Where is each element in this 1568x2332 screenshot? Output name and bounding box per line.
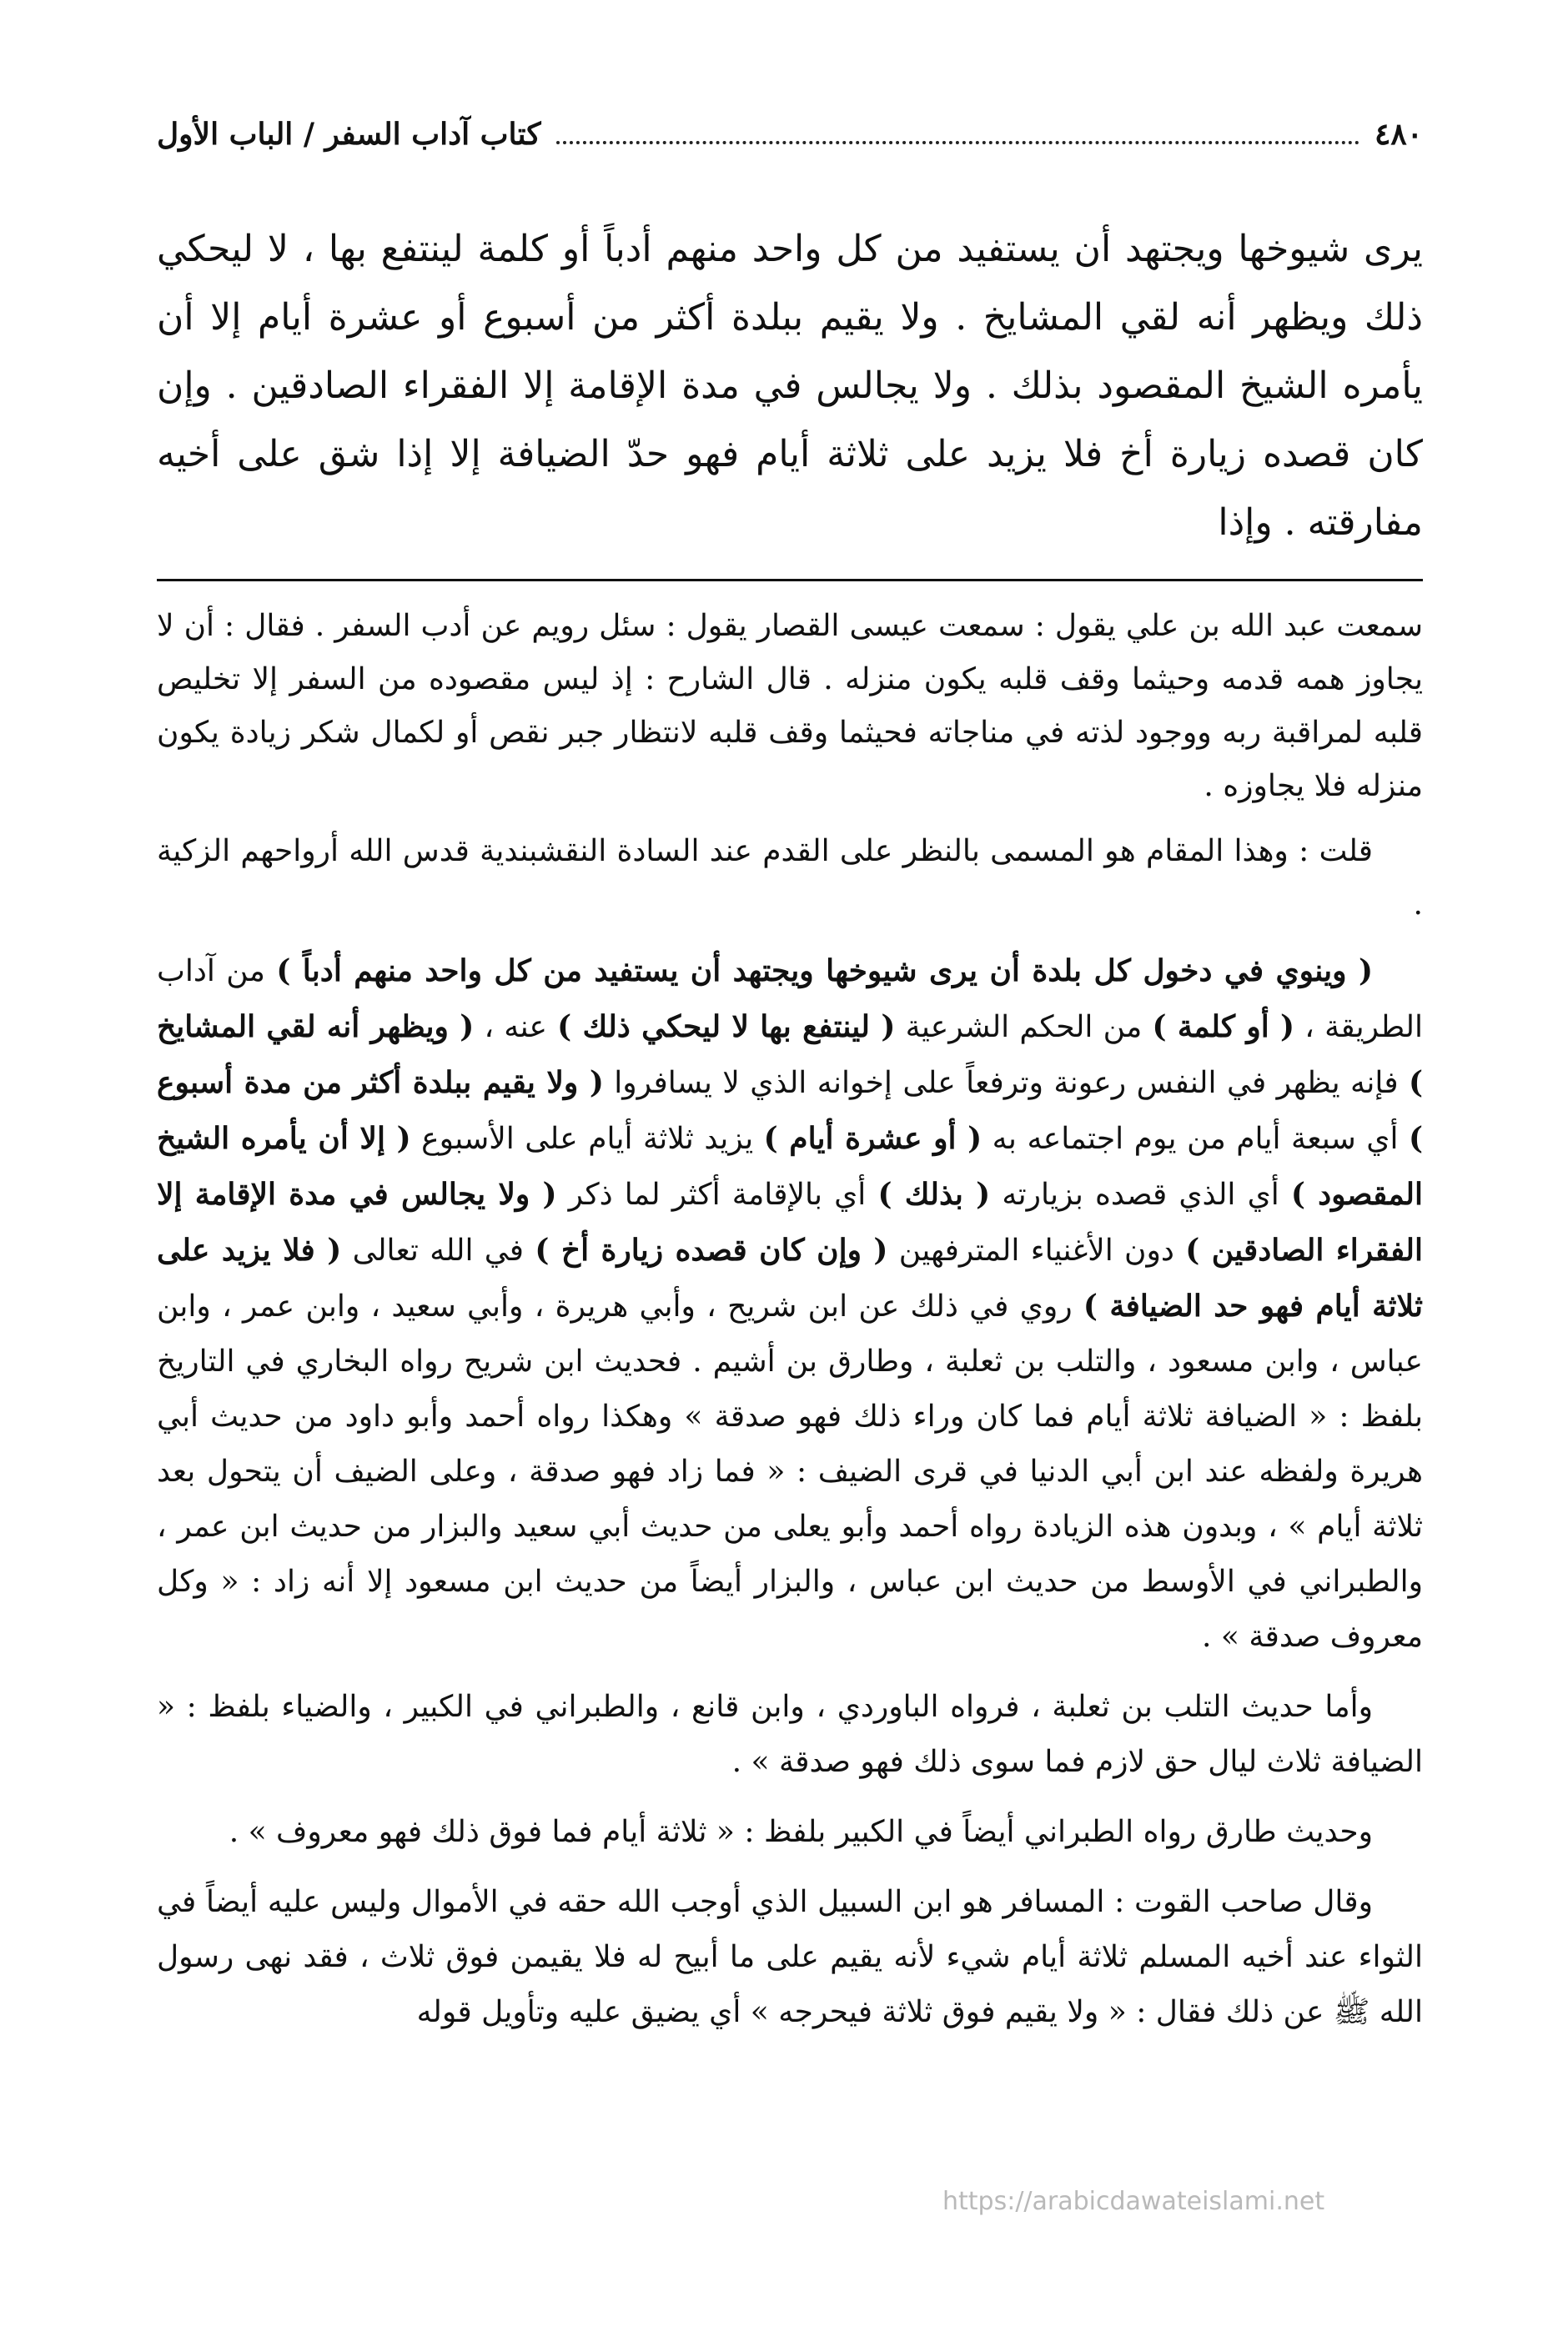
matn-segment: ( أو عشرة أيام ) — [763, 1121, 983, 1156]
matn-segment: ( فلا يزيد على ثلاثة أيام فهو حد الضيافة ) — [157, 1233, 1423, 1324]
watermark-url: https://arabicdawateislami.net — [942, 2187, 1325, 2216]
running-header — [157, 117, 1423, 167]
sharh-segment: من الحكم الشرعية — [895, 1010, 1153, 1044]
matn-segment: ( وينوي في دخول كل بلدة أن يرى شيوخها ويجتهد أن يستفيد من كل واحد منهم أدباً ) — [276, 953, 1374, 988]
footnote-paragraph: قلت : وهذا المقام هو المسمى بالنظر على القدم عند السادة النقشبندية قدس الله أرواحهم الزكية . — [157, 834, 1423, 922]
sharh-segment: روي في ذلك عن ابن شريح ، وأبي هريرة ، وأبي سعيد ، وابن عمر ، وابن عباس ، وابن مسعود ، والتلب بن ثعلبة ، وطارق بن أشيم . فحديث ابن شريح رواه البخاري في التاريخ بلفظ : « الضيافة ثلاثة أيام فما كان وراء ذلك فهو صدقة » وهكذا رواه أحمد وأبو داود من حديث أبي هريرة ولفظه عند ابن أبي الدنيا في قرى الضيف : « فما زاد فهو صدقة ، وعلى الضيف أن يتحول بعد ثلاثة أيام » ، وبدون هذه الزيادة رواه أحمد وأبو يعلى من حديث أبي سعيد والبزار من حديث ابن عمر ، والطبراني في الأوسط من حديث ابن عباس ، والبزار أيضاً من حديث ابن مسعود إلا أنه زاد : « وكل معروف صدقة » . — [157, 1289, 1423, 1654]
footnote-paragraph: سمعت عبد الله بن علي يقول : سمعت عيسى القصار يقول : سئل رويم عن أدب السفر . فقال : أن لا يجاوز همه قدمه وحيثما وقف قلبه يكون منزله . قال الشارح : إذ ليس مقصوده من السفر إلا تخليص قلبه لمراقبة ربه ووجود لذته في مناجاته فحيثما وقف قلبه لانتظار جبر نقص أو لكمال شكر زيادة يكون منزله فلا يجاوزه . — [157, 609, 1423, 803]
sharh-segment: أي بالإقامة أكثر لما ذكر — [556, 1178, 878, 1212]
sharh-segment: أي الذي قصده بزيارته — [990, 1178, 1291, 1212]
footnote-block — [157, 600, 1423, 932]
sharh-segment: فإنه يظهر في النفس رعونة وترفعاً على إخوانه الذي لا يسافروا — [603, 1066, 1409, 1100]
main-text: يرى شيوخها ويجتهد أن يستفيد من كل واحد منهم أدباً أو كلمة لينتفع بها ، لا ليحكي ذلك ويظهر أنه لقي المشايخ . ولا يقيم ببلدة أكثر من أسبوع أو عشرة أيام إلا أن يأمره الشيخ المقصود بذلك . ولا يجالس في مدة الإقامة إلا الفقراء الصادقين . وإن كان قصده زيارة أخ فلا يزيد على ثلاثة أيام فهو حدّ الضيافة إلا إذا شق على أخيه مفارقته . وإذا — [157, 228, 1423, 544]
sharh-segment: يزيد ثلاثة أيام على الأسبوع — [410, 1122, 764, 1156]
sharh-segment: عنه ، — [474, 1010, 558, 1044]
sharh-segment: في الله تعالى — [341, 1234, 535, 1268]
chapter-title: كتاب آداب السفر / الباب الأول — [157, 117, 541, 152]
matn-segment: ( بذلك ) — [877, 1177, 991, 1212]
matn-segment: ( ولا يجالس في مدة الإقامة إلا الفقراء الصادقين ) — [157, 1177, 1424, 1268]
sharh-segment: دون الأغنياء المترفهين — [887, 1234, 1186, 1268]
commentary-paragraph — [157, 943, 1423, 1665]
matn-segment: ( ولا يقيم ببلدة أكثر من مدة أسبوع ) — [157, 1065, 1424, 1156]
commentary-paragraph: وحديث طارق رواه الطبراني أيضاً في الكبير بلفظ : « ثلاثة أيام فما فوق ذلك فهو معروف » . — [229, 1815, 1373, 1849]
commentary-paragraph: وقال صاحب القوت : المسافر هو ابن السبيل الذي أوجب الله حقه في الأموال وليس عليه أيضاً في الثواء عند أخيه المسلم ثلاثة أيام شيء لأنه يقيم على ما أبيح له فلا يقيمن فوق ثلاث ، فقد نهى رسول الله ﷺ عن ذلك فقال : « ولا يقيم فوق ثلاثة فيحرجه » أي يضيق عليه وتأويل قوله — [157, 1885, 1423, 2029]
commentary-paragraph: وأما حديث التلب بن ثعلبة ، فرواه الباوردي ، وابن قانع ، والطبراني في الكبير ، والضياء بلفظ : « الضيافة ثلاث ليال حق لازم فما سوى ذلك فهو صدقة » . — [157, 1690, 1423, 1779]
header-dot-leader — [556, 141, 1359, 144]
matn-segment: ( لينتفع بها لا ليحكي ذلك ) — [557, 1009, 896, 1044]
divider-rule — [157, 579, 1423, 581]
page-number: ٤٨٠ — [1374, 117, 1423, 152]
matn-segment: ( إلا أن يأمره الشيخ المقصود ) — [157, 1121, 1423, 1212]
matn-segment: ( وإن كان قصده زيارة أخ ) — [535, 1233, 888, 1268]
sharh-segment: من آداب الطريقة ، — [157, 954, 1423, 1044]
book-page — [157, 117, 1423, 2055]
matn-segment: ( ويظهر أنه لقي المشايخ ) — [157, 1009, 1424, 1100]
commentary — [157, 943, 1423, 2040]
sharh-segment: أي سبعة أيام من يوم اجتماعه به — [982, 1122, 1409, 1156]
matn-segment: ( أو كلمة ) — [1152, 1009, 1295, 1044]
